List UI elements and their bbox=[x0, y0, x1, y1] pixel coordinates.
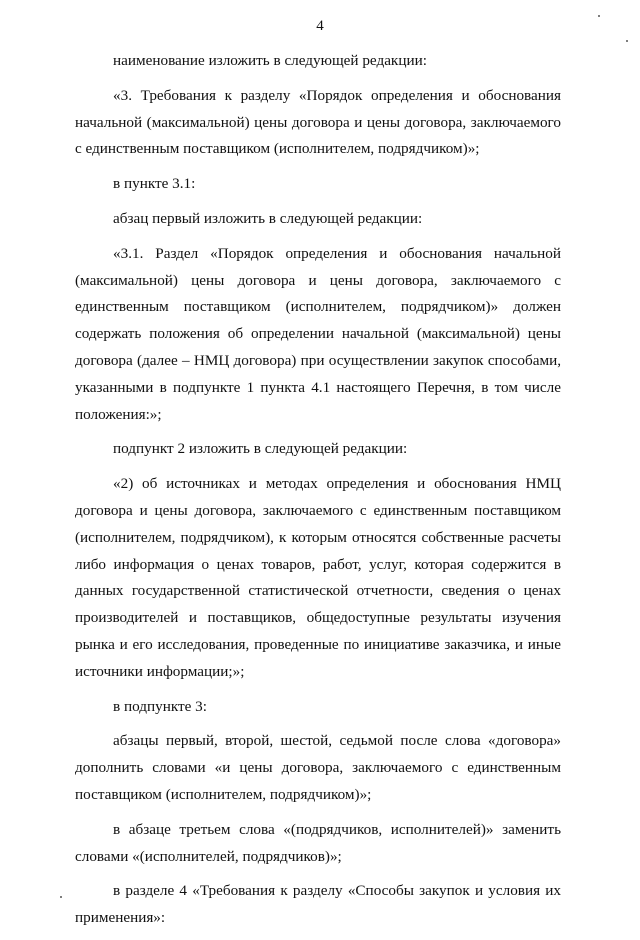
scan-speck bbox=[60, 896, 62, 898]
document-body bbox=[75, 48, 561, 940]
paragraph: «3. Требования к разделу «Порядок определения и обоснования начальной (максимальной) цены договора и цены договора, заключаемого с единственным поставщиком (исполнителем, подрядчиком)»; bbox=[75, 86, 561, 158]
paragraph: абзац первый изложить в следующей редакции: bbox=[113, 209, 423, 227]
paragraph: в подпункте 3: bbox=[113, 697, 207, 715]
paragraph: наименование изложить в следующей редакции: bbox=[113, 52, 427, 69]
scan-speck bbox=[626, 40, 628, 42]
paragraph: в абзаце третьем слова «(подрядчиков, исполнителей)» заменить словами «(исполнителей, подрядчиков)»; bbox=[75, 820, 561, 865]
paragraph: в пункте 3.1: bbox=[113, 175, 196, 193]
paragraph: «2) об источниках и методах определения и обоснования НМЦ договора и цены договора, заключаемого с единственным поставщиком (исполнителем, подрядчиком), к которым относятся собственные расчеты либо информация о ценах товаров, работ, услуг, которая содержится в данных государственной статистической отчетности, сведения о ценах производителей и поставщиков, общедоступные результаты изучения рынка и его исследования, проведенные по инициативе заказчика, и иные источники информации;»; bbox=[75, 475, 561, 680]
page-number: 4 bbox=[316, 18, 324, 34]
paragraph: подпункт 2 изложить в следующей редакции: bbox=[113, 440, 408, 458]
paragraph: в разделе 4 «Требования к разделу «Способы закупок и условия их применения»: bbox=[75, 882, 561, 927]
scan-speck bbox=[598, 15, 600, 17]
paragraph: «3.1. Раздел «Порядок определения и обоснования начальной (максимальной) цены договора и цены договора, заключаемого с единственным поставщиком (исполнителем, подрядчиком)» должен содержать положения об определении начальной (максимальной) цены договора (далее – НМЦ договора) при осуществлении закупок способами, указанными в подпункте 1 пункта 4.1 настоящего Перечня, в том числе положения:»; bbox=[75, 244, 561, 423]
paragraph: абзацы первый, второй, шестой, седьмой после слова «договора» дополнить словами «и цены договора, заключаемого с единственным поставщиком (исполнителем, подрядчиком)»; bbox=[75, 732, 561, 803]
